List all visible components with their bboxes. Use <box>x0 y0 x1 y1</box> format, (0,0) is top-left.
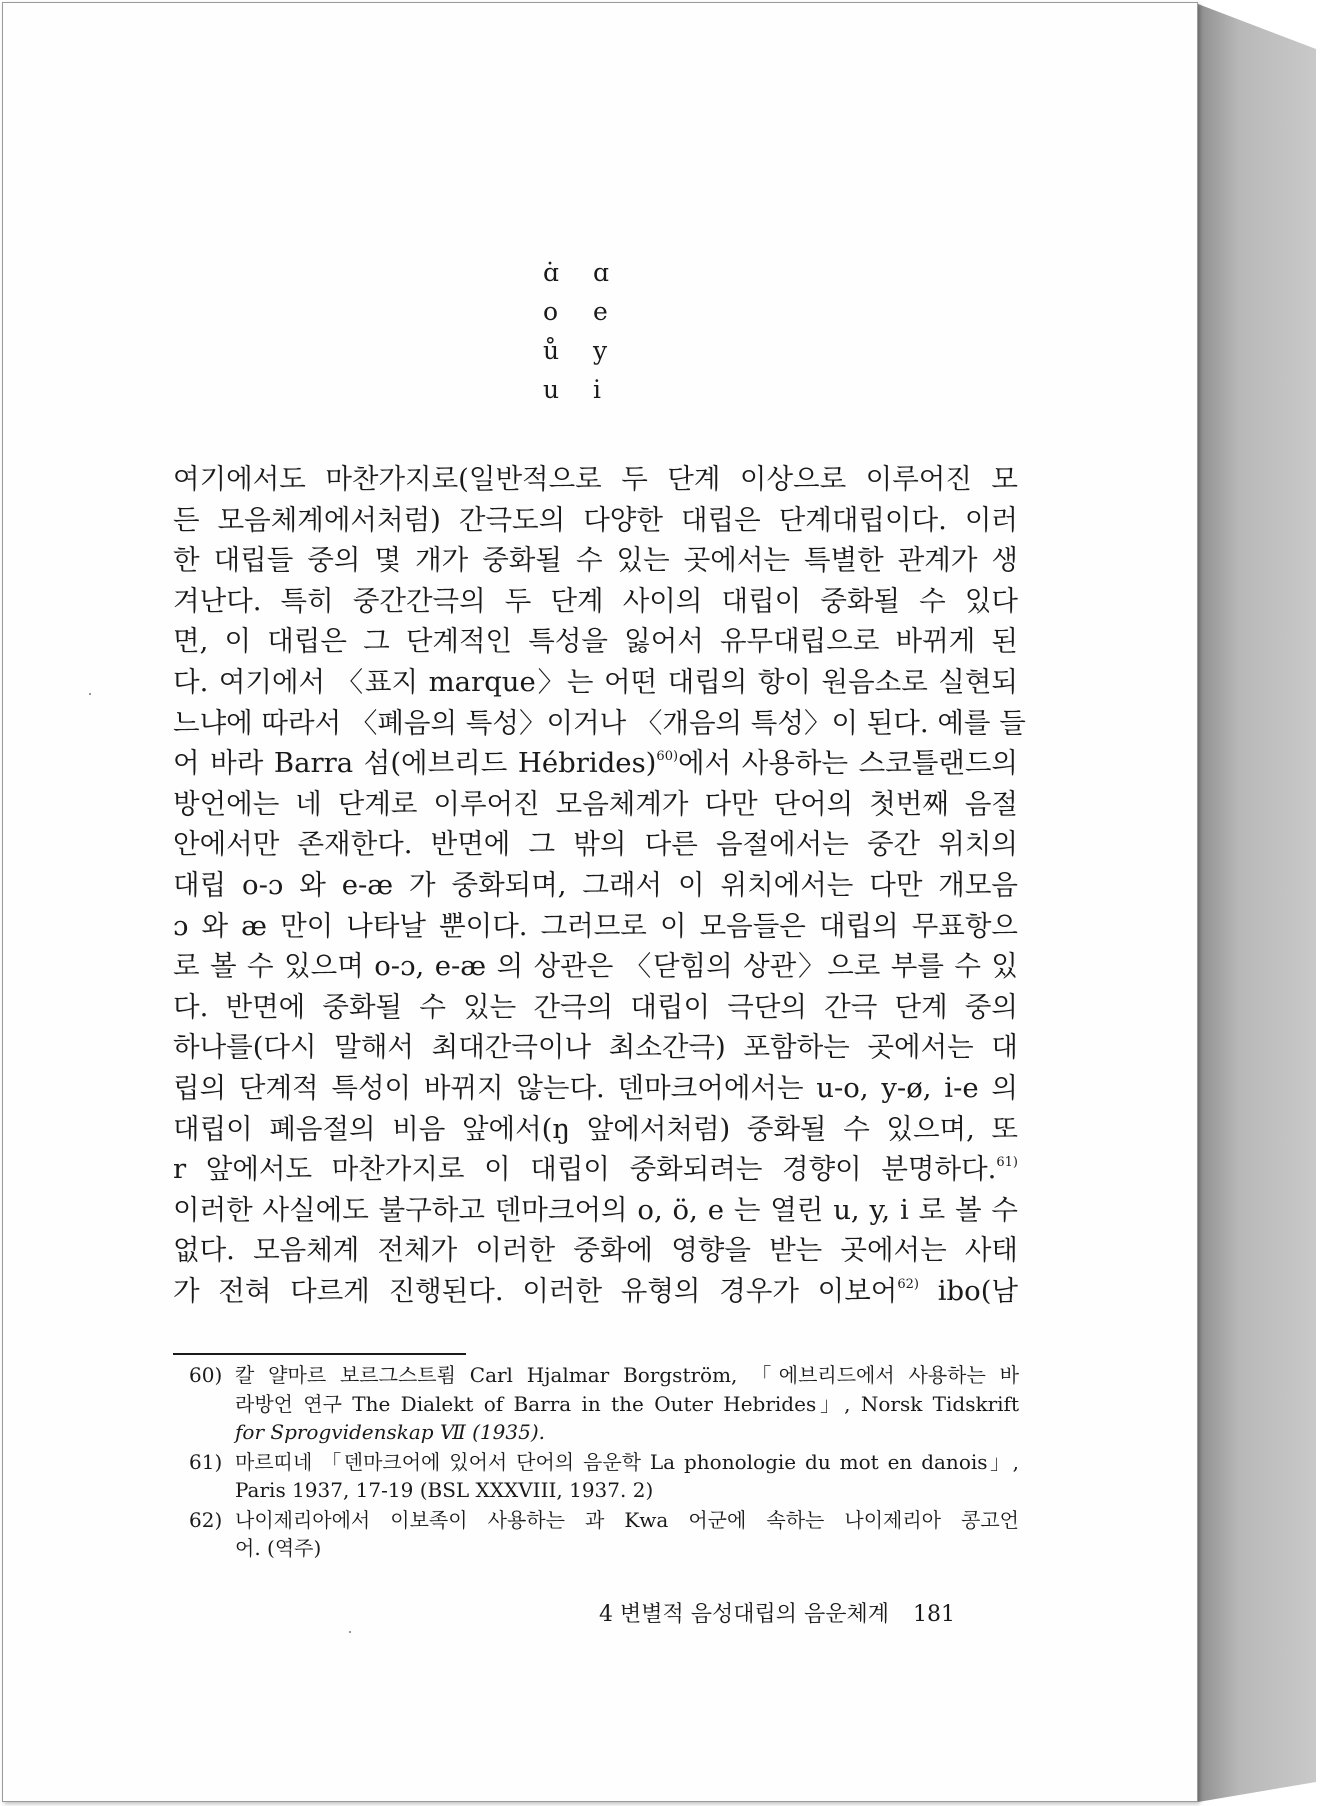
book-page <box>2 2 1198 1802</box>
footnote-line: 마르띠네 「덴마크어에 있어서 단어의 음운학 La phonologie du mot en danois」, <box>235 1449 1019 1474</box>
footnote-number: 61) <box>189 1449 223 1474</box>
text-segment: 에서 사용하는 스코틀랜드의 <box>678 747 1019 780</box>
text-line: 겨난다. 특히 중간간극의 두 단계 사이의 대립이 중화될 수 있다 <box>173 584 1018 617</box>
vowel-back: ů <box>543 336 560 365</box>
text-line: 면, 이 대립은 그 단계적인 특성을 잃어서 유무대립으로 바뀌게 된 <box>173 625 1018 658</box>
vowel-back: ɑ̇ <box>543 258 560 287</box>
text-line: 방언에는 네 단계로 이루어진 모음체계가 다만 단어의 첫번째 음절 <box>173 787 1018 820</box>
vowel-front: e <box>593 297 608 326</box>
footnote-line: 칼 얄마르 보르그스트룀 Carl Hjalmar Borgström, 「에브리드에서 사용하는 바 <box>235 1363 1019 1387</box>
vowel-front: y <box>593 336 608 365</box>
text-segment: 가 전혀 다르게 진행된다. 이러한 유형의 경우가 이보어 <box>173 1274 898 1307</box>
text-line <box>173 743 1018 784</box>
footnote-61 <box>189 1448 1019 1505</box>
text-line: 이러한 사실에도 불구하고 덴마크어의 o, ö, e 는 열린 u, y, i 로 볼 수 <box>173 1193 1018 1226</box>
footnotes <box>189 1361 1019 1564</box>
footnote-line: 라방언 연구 The Dialekt of Barra in the Outer Hebrides」, Norsk Tidskrift <box>235 1391 1019 1416</box>
vowel-row <box>543 370 643 409</box>
text-line: ɔ 와 æ 만이 나타날 뿐이다. 그러므로 이 모음들은 대립의 무표항으 <box>173 909 1018 942</box>
book-edge <box>1198 4 1316 1802</box>
vowel-row <box>543 292 643 331</box>
vowel-row <box>543 253 643 292</box>
text-segment: ibo(남 <box>919 1274 1018 1307</box>
footnote-ref-60[interactable]: 60) <box>656 749 679 765</box>
text-line: 립의 단계적 특성이 바뀌지 않는다. 덴마크어에서는 u-o, y-ø, i-e 의 <box>173 1071 1018 1104</box>
footnote-line: 어. (역주) <box>235 1536 322 1560</box>
footnote-line: for Sprogvidenskap Ⅶ (1935). <box>235 1420 545 1444</box>
footnote-60 <box>189 1361 1019 1447</box>
text-segment: 어 바라 Barra 섬(에브리드 Hébrides) <box>173 747 657 780</box>
vowel-back: u <box>543 375 560 404</box>
footnote-ref-62[interactable]: 62) <box>897 1276 919 1292</box>
footnote-number: 60) <box>189 1363 223 1387</box>
footnote-line: Paris 1937, 17-19 (BSL XXXVIII, 1937. 2) <box>235 1478 654 1502</box>
text-line <box>173 1271 1018 1312</box>
text-line: 여기에서도 마찬가지로(일반적으로 두 단계 이상으로 이루어진 모 <box>173 463 1018 495</box>
text-line: 든 모음체계에서처럼) 간극도의 다양한 대립은 단계대립이다. 이러 <box>173 503 1018 536</box>
footnote-ref-61[interactable]: 61) <box>996 1155 1018 1171</box>
footnote-62 <box>189 1506 1019 1563</box>
chapter-title: 4 변별적 음성대립의 음운체계 <box>599 1602 890 1627</box>
text-line <box>173 1149 1018 1190</box>
text-line: 다. 반면에 중화될 수 있는 간극의 대립이 극단의 간극 단계 중의 <box>173 990 1018 1023</box>
text-line: 느냐에 따라서 〈폐음의 특성〉이거나 〈개음의 특성〉이 된다. 예를 들 <box>173 706 1026 739</box>
text-line: 대립 o-ɔ 와 e-æ 가 중화되며, 그래서 이 위치에서는 다만 개모음 <box>173 868 1018 901</box>
running-footer <box>599 1597 955 1628</box>
text-line: 한 대립들 중의 몇 개가 중화될 수 있는 곳에서는 특별한 관계가 생 <box>173 544 1018 577</box>
page-number: 181 <box>913 1602 956 1627</box>
vowel-row <box>543 331 643 370</box>
vowel-back: o <box>543 297 559 326</box>
text-line: 하나를(다시 말해서 최대간극이나 최소간극) 포함하는 곳에서는 대 <box>173 1031 1018 1064</box>
text-line: 로 볼 수 있으며 o-ɔ, e-æ 의 상관은 〈닫힘의 상관〉으로 부를 수 있 <box>173 950 1018 983</box>
text-line: 없다. 모음체계 전체가 이러한 중화에 영향을 받는 곳에서는 사태 <box>173 1234 1018 1267</box>
paper-speck <box>349 1631 351 1633</box>
vowel-front: i <box>593 375 601 404</box>
text-line: 안에서만 존재한다. 반면에 그 밖의 다른 음절에서는 중간 위치의 <box>173 828 1018 861</box>
text-segment: r 앞에서도 마찬가지로 이 대립이 중화되려는 경향이 분명하다. <box>173 1153 997 1186</box>
text-line: 대립이 폐음절의 비음 앞에서(ŋ 앞에서처럼) 중화될 수 있으며, 또 <box>173 1112 1018 1145</box>
vowel-diagram <box>543 253 643 409</box>
footnote-divider <box>173 1353 466 1355</box>
body-text <box>173 459 1026 1311</box>
text-line: 다. 여기에서 〈표지 marque〉는 어떤 대립의 항이 원음소로 실현되 <box>173 665 1018 698</box>
footnote-line: 나이제리아에서 이보족이 사용하는 과 Kwa 어군에 속하는 나이제리아 콩고언 <box>235 1507 1019 1532</box>
vowel-front: ɑ <box>593 258 610 287</box>
paper-speck <box>89 693 91 695</box>
footnote-number: 62) <box>189 1507 223 1532</box>
